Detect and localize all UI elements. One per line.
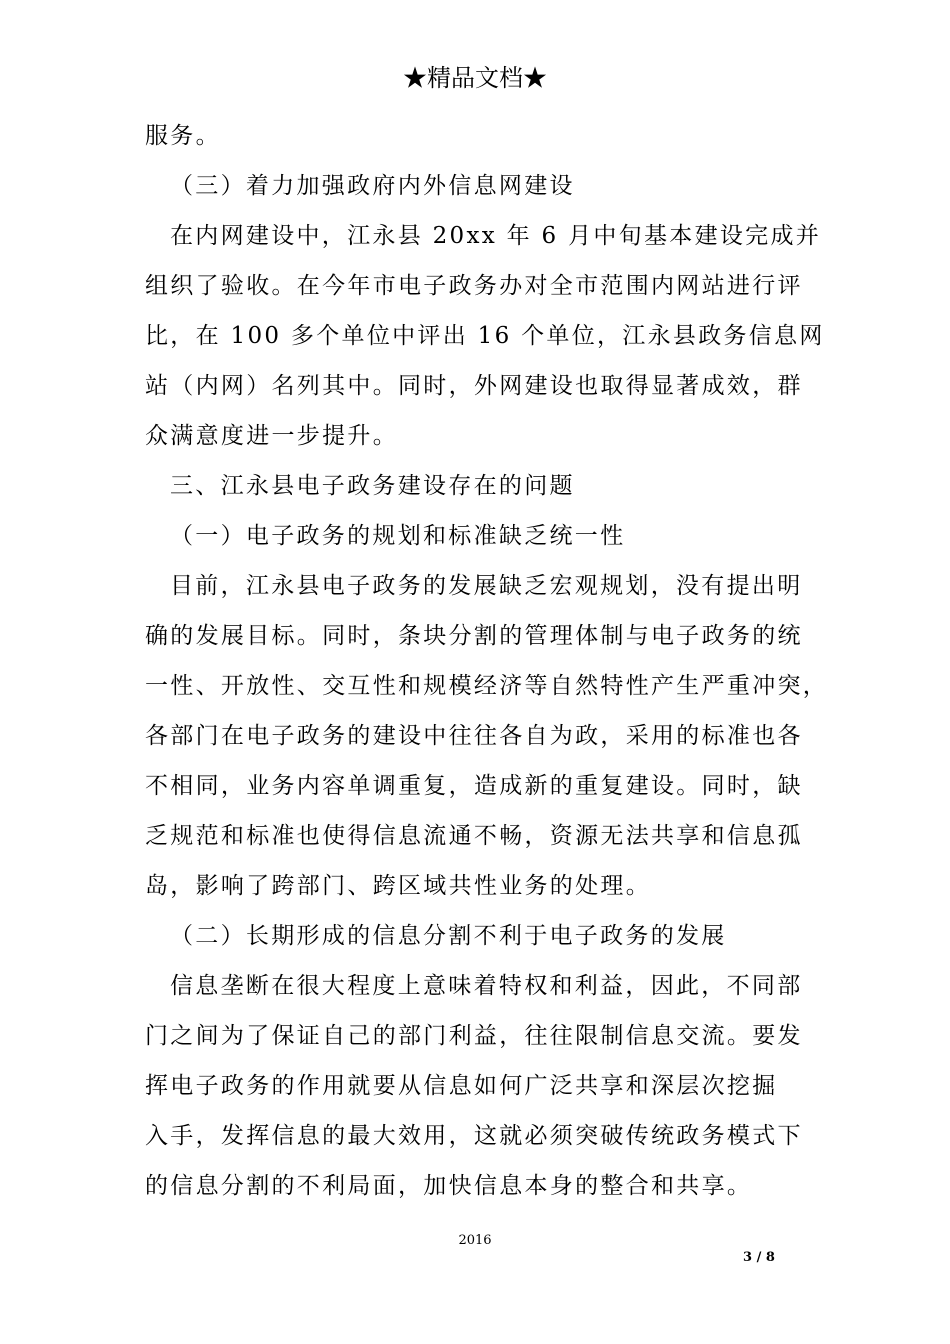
body-line: 一性、开放性、交互性和规模经济等自然特性产生严重冲突，	[145, 673, 829, 699]
body-line: 在内网建设中，江永县 20xx 年 6 月中旬基本建设完成并	[170, 223, 822, 249]
body-line: 站（内网）名列其中。同时，外网建设也取得显著成效，群	[145, 373, 803, 399]
page-number: 3 / 8	[743, 1250, 775, 1265]
body-line: 众满意度进一步提升。	[145, 423, 398, 449]
body-line: 信息垄断在很大程度上意味着特权和利益，因此，不同部	[170, 973, 803, 999]
body-line: 门之间为了保证自己的部门利益，往往限制信息交流。要发	[145, 1023, 803, 1049]
body-line: 比，在 100 多个单位中评出 16 个单位，江永县政务信息网	[145, 323, 825, 349]
body-line: 的信息分割的不利局面，加快信息本身的整合和共享。	[145, 1173, 753, 1199]
section-heading: （三）着力加强政府内外信息网建设	[170, 173, 575, 199]
body-line: 目前，江永县电子政务的发展缺乏宏观规划，没有提出明	[170, 573, 803, 599]
document-body	[145, 111, 835, 1211]
section-heading: （二）长期形成的信息分割不利于电子政务的发展	[170, 923, 727, 949]
document-header-title: ★精品文档★	[403, 64, 547, 92]
body-line: 各部门在电子政务的建设中往往各自为政，采用的标准也各	[145, 723, 803, 749]
body-line: 乏规范和标准也使得信息流通不畅，资源无法共享和信息孤	[145, 823, 803, 849]
section-heading: 三、江永县电子政务建设存在的问题	[170, 473, 575, 499]
body-line: 岛，影响了跨部门、跨区域共性业务的处理。	[145, 873, 651, 899]
body-line: 服务。	[145, 123, 221, 149]
body-line: 组织了验收。在今年市电子政务办对全市范围内网站进行评	[145, 273, 803, 299]
body-line: 挥电子政务的作用就要从信息如何广泛共享和深层次挖掘	[145, 1073, 778, 1099]
footer-year: 2016	[458, 1233, 492, 1248]
body-line: 不相同，业务内容单调重复，造成新的重复建设。同时，缺	[145, 773, 803, 799]
body-line: 入手，发挥信息的最大效用，这就必须突破传统政务模式下	[145, 1123, 803, 1149]
section-heading: （一）电子政务的规划和标准缺乏统一性	[170, 523, 626, 549]
body-line: 确的发展目标。同时，条块分割的管理体制与电子政务的统	[145, 623, 803, 649]
